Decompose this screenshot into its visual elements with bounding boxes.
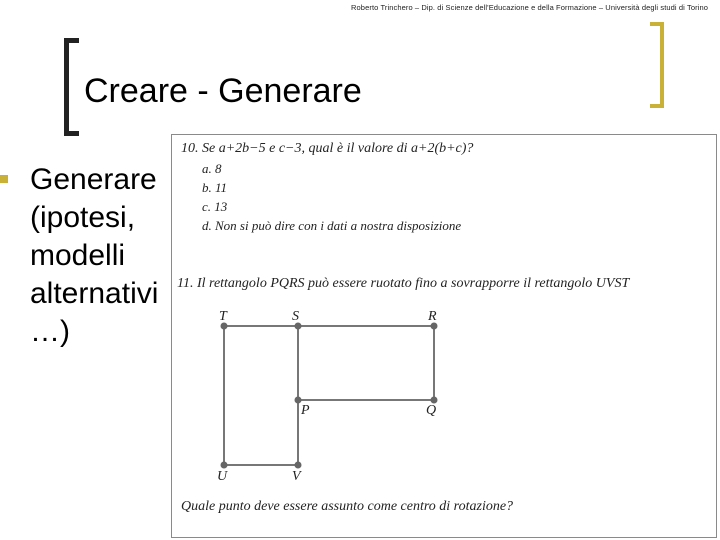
bullet-line: (ipotesi, xyxy=(30,201,136,234)
bullet-line: …) xyxy=(30,315,70,348)
label-t: T xyxy=(219,309,227,324)
rectangles-diagram xyxy=(172,135,718,539)
question-10: 10. Se a+2b−5 e c−3, qual è il valore di a+2(b+c)? xyxy=(181,141,474,156)
bullet-line: alternativi xyxy=(30,277,159,310)
bullet-text xyxy=(30,161,180,351)
label-u: U xyxy=(217,469,228,484)
question-10-option: b. 11 xyxy=(202,180,228,195)
question-11: 11. Il rettangolo PQRS può essere ruotato fino a sovrapporre il rettangolo UVST xyxy=(177,276,630,291)
label-q: Q xyxy=(426,403,437,418)
bullet-line: modelli xyxy=(30,239,126,272)
left-bracket-decoration xyxy=(64,38,79,136)
bullet-square-icon xyxy=(0,175,8,183)
label-p: P xyxy=(301,403,310,418)
right-bracket-decoration xyxy=(650,22,664,108)
question-10-option: a. 8 xyxy=(202,161,222,176)
point-v xyxy=(295,462,302,469)
slide-header: Roberto Trinchero – Dip. di Scienze dell'Educazione e della Formazione – Università degli studi di Torino xyxy=(351,3,708,12)
question-10-option: d. Non si può dire con i dati a nostra disposizione xyxy=(202,218,462,233)
label-v: V xyxy=(292,469,301,484)
question-11-footer: Quale punto deve essere assunto come centro di rotazione? xyxy=(181,499,514,514)
question-10-option: c. 13 xyxy=(202,199,228,214)
rectangle-pqrs xyxy=(298,326,434,400)
point-u xyxy=(221,462,228,469)
slide-title: Creare - Generare xyxy=(84,72,362,110)
bullet-line: Generare xyxy=(30,163,157,196)
rectangle-uvst xyxy=(224,326,298,465)
label-r: R xyxy=(428,309,437,324)
question-figure xyxy=(171,134,717,538)
label-s: S xyxy=(292,309,299,324)
